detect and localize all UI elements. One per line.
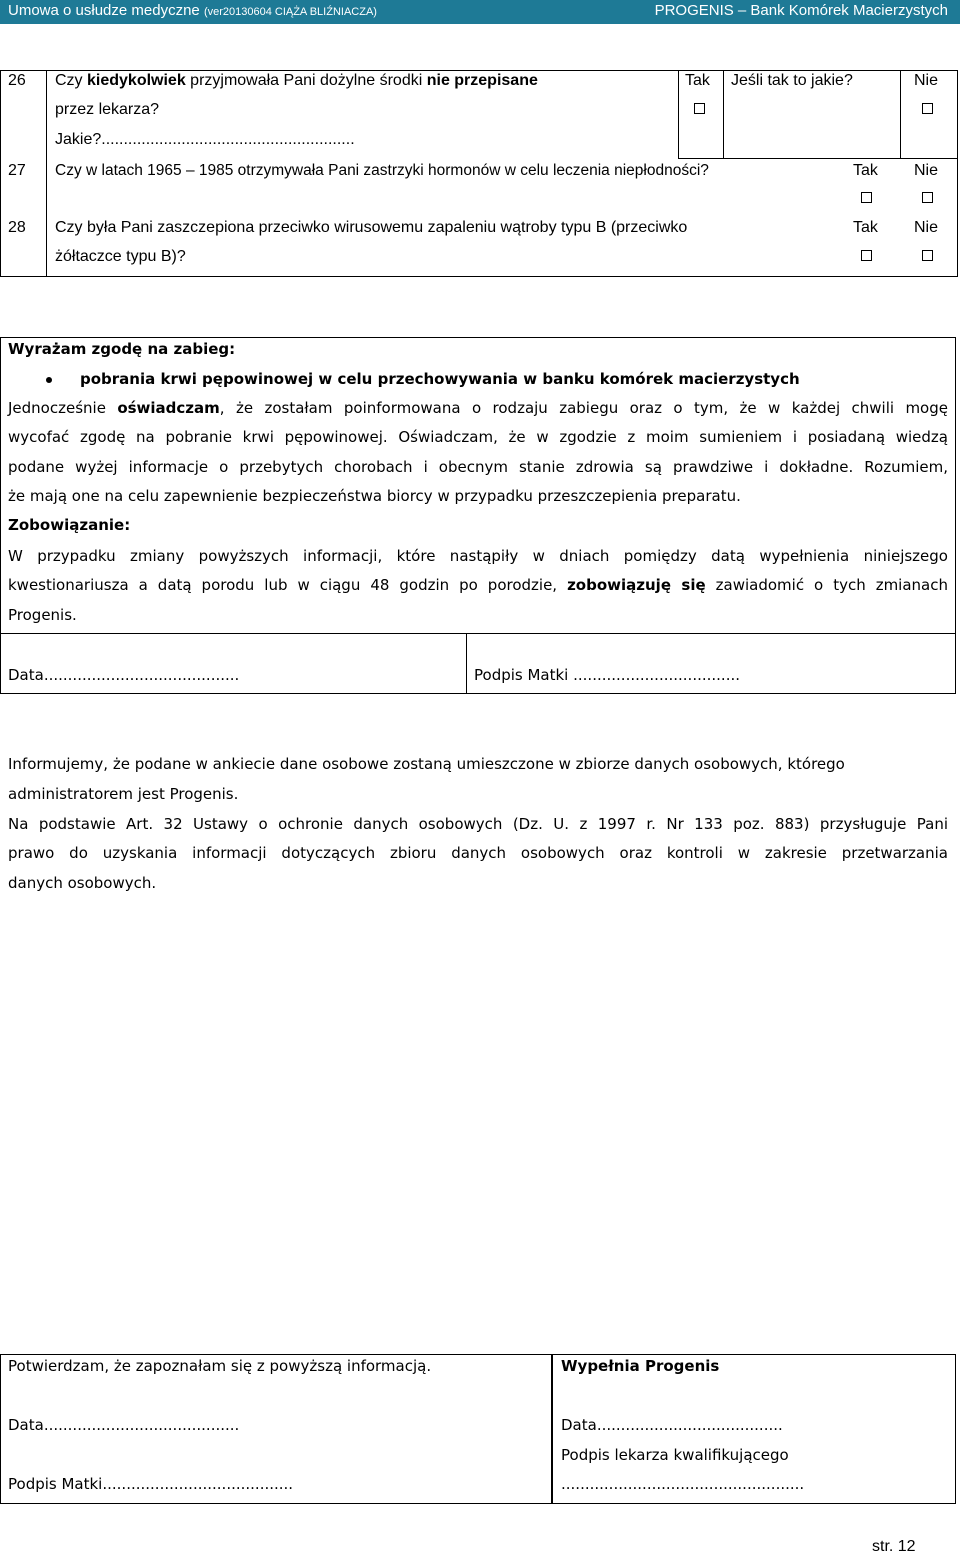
info-line: prawo do uzyskania informacji dotyczących zbioru danych osobowych oraz kontroli w zakresie przetwarzania [8, 844, 948, 862]
page-header [0, 0, 960, 24]
question-number: 28 [8, 219, 26, 236]
no-label: Nie [914, 72, 939, 89]
consent-box [0, 337, 956, 694]
yes-checkbox[interactable] [861, 250, 872, 261]
obligation-paragraph-line: kwestionariusza a datą porodu lub w ciągu 48 godzin po porodzie, zobowiązuję się zawiadomić o tych zmianach [8, 576, 948, 594]
consent-paragraph-line: podane wyżej informacje o przebytych chorobach i obecnym stanie zdrowia są prawdziwe i dokładne. Rozumiem, [8, 458, 948, 476]
consent-heading: Wyrażam zgodę na zabieg: [8, 340, 236, 358]
yes-label: Tak [685, 72, 710, 89]
info-line: Informujemy, że podane w ankiecie dane osobowe zostaną umieszczone w zbiorze danych osobowych, którego [8, 755, 845, 773]
consent-paragraph-line: Jednocześnie oświadczam, że zostałam poinformowana o rodzaju zabiegu oraz o tym, że w każdej chwili mogę [8, 399, 948, 417]
no-label: Nie [914, 162, 939, 179]
confirmation-date-field[interactable]: Data......................................... [8, 1416, 240, 1434]
info-line: Na podstawie Art. 32 Ustawy o ochronie danych osobowych (Dz. U. z 1997 r. Nr 133 poz. 883) przysługuje Pani [8, 815, 948, 833]
question-number: 26 [8, 72, 26, 89]
yes-label: Tak [853, 162, 878, 179]
no-checkbox[interactable] [922, 250, 933, 261]
question-text: Czy była Pani zaszczepiona przeciwko wirusowemu zapaleniu wątroby typu B (przeciwko [55, 219, 688, 236]
obligation-paragraph-line: Progenis. [8, 606, 77, 624]
question-number: 27 [8, 162, 26, 179]
if-yes-label: Jeśli tak to jakie? [731, 72, 853, 89]
obligation-heading: Zobowiązanie: [8, 516, 131, 534]
info-line: administratorem jest Progenis. [8, 785, 239, 803]
confirmation-text: Potwierdzam, że zapoznałam się z powyższą informacją. [8, 1357, 432, 1375]
consent-paragraph-line: że mają one na celu zapewnienie bezpieczeństwa biorcy w przypadku przeszczepienia preparatu. [8, 487, 741, 505]
no-checkbox[interactable] [922, 192, 933, 203]
question-text-cont: przez lekarza? [55, 101, 160, 118]
page-number: str. 12 [872, 1538, 916, 1555]
confirmation-signature-field[interactable]: Podpis Matki........................................ [8, 1475, 294, 1493]
header-right-title: PROGENIS – Bank Komórek Macierzystych [654, 2, 948, 19]
no-label: Nie [914, 219, 939, 236]
no-checkbox[interactable] [922, 103, 933, 114]
consent-paragraph-line: wycofać zgodę na pobranie krwi pępowinowej. Oświadczam, że w zgodzie z moim sumieniem i posiadaną wiedzą [8, 428, 948, 446]
obligation-paragraph-line: W przypadku zmiany powyższych informacji, które nastąpiły w dniach pomiędzy datą wypełnienia niniejszego [8, 547, 948, 565]
consent-item: pobrania krwi pępowinowej w celu przechowywania w banku komórek macierzystych [80, 370, 800, 388]
question-text-cont: żółtaczce typu B)? [55, 248, 186, 265]
header-left-title: Umowa o usłudze medyczne (ver20130604 CIĄŻA BLIŹNIACZA) [8, 2, 377, 19]
yes-checkbox[interactable] [694, 103, 705, 114]
doctor-signature-label: Podpis lekarza kwalifikującego [561, 1446, 789, 1464]
question-text-detail: Jakie?......................................................... [55, 131, 355, 148]
header-version: (ver20130604 CIĄŻA BLIŹNIACZA) [203, 6, 377, 18]
question-text: Czy w latach 1965 – 1985 otrzymywała Pani zastrzyki hormonów w celu leczenia niepłodności? [55, 162, 709, 179]
info-line: danych osobowych. [8, 874, 157, 892]
doctor-signature-field[interactable]: ................................................... [561, 1475, 805, 1493]
bullet-icon [46, 377, 52, 383]
yes-checkbox[interactable] [861, 192, 872, 203]
yes-label: Tak [853, 219, 878, 236]
consent-date-field[interactable]: Data......................................... [8, 666, 240, 684]
mother-signature-field[interactable]: Podpis Matki ................................... [474, 666, 741, 684]
progenis-heading: Wypełnia Progenis [561, 1357, 720, 1375]
question-text: Czy kiedykolwiek przyjmowała Pani dożylne środki nie przepisane [55, 72, 538, 89]
progenis-date-field[interactable]: Data....................................... [561, 1416, 783, 1434]
